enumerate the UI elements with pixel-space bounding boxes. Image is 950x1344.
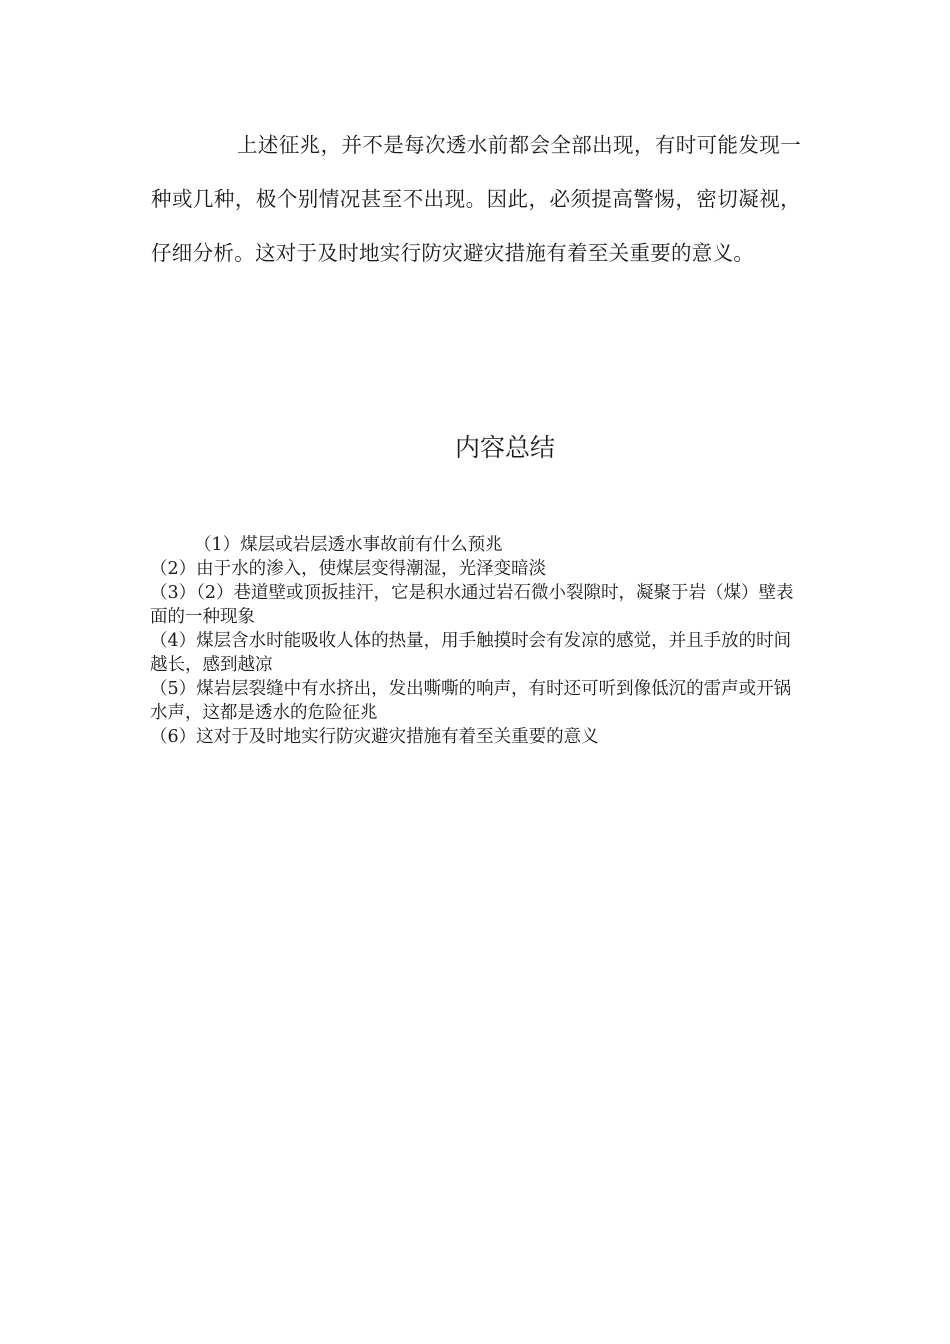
summary-item-4: （4）煤层含水时能吸收人体的热量，用手触摸时会有发凉的感觉，并且手放的时间越长，感到越凉 [150, 631, 792, 675]
summary-title: 内容总结 [454, 433, 555, 462]
summary-item-1: （1）煤层或岩层透水事故前有什么预兆 [194, 535, 503, 555]
summary-list [150, 533, 800, 749]
summary-item-3: （3）（2）巷道壁或顶扳挂汗，它是积水通过岩石微小裂隙时，凝聚于岩（煤）壁表面的一种现象 [150, 583, 794, 627]
summary-item-5: （5）煤岩层裂缝中有水挤出，发出嘶嘶的响声，有时还可听到像低沉的雷声或开锅水声，这都是透水的危险征兆 [150, 679, 792, 723]
summary-item-2: （2）由于水的渗入，使煤层变得潮湿，光泽变暗淡 [150, 559, 547, 579]
intro-paragraph: 上述征兆，并不是每次透水前都会全部出现，有时可能发现一种或几种，极个别情况甚至不出现。因此，必须提高警惕，密切凝视，仔细分析。这对于及时地实行防灾避灾措施有着至关重要的意义。 [151, 133, 801, 265]
summary-item-6: （6）这对于及时地实行防灾避灾措施有着至关重要的意义 [150, 727, 599, 747]
